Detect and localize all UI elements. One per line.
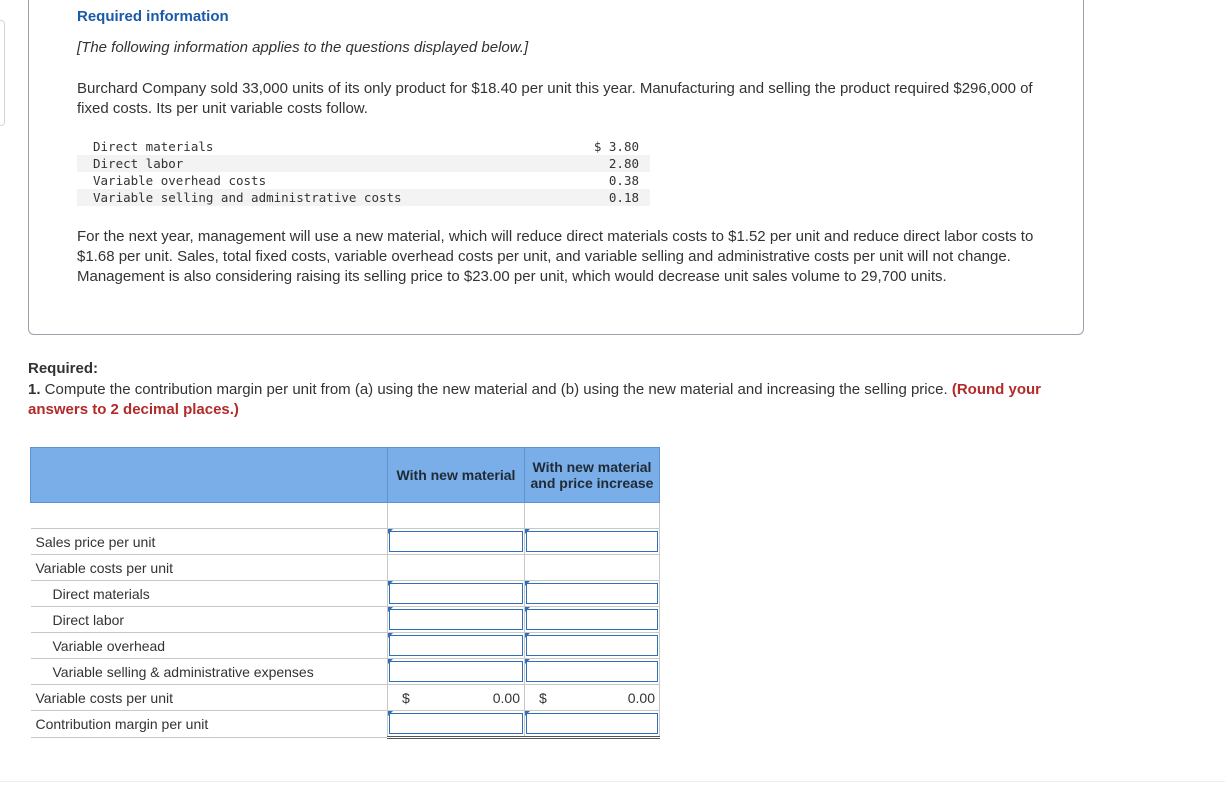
table-row [31, 711, 660, 738]
flag-icon [388, 607, 393, 612]
table-row [31, 581, 660, 607]
flag-icon [388, 581, 393, 586]
dollar-sign: $ [402, 690, 410, 706]
header-with-new-material: With new material [388, 448, 525, 503]
sales-price-c2-input[interactable] [526, 531, 658, 552]
flag-icon [525, 659, 530, 664]
rounding-hint: (Round your answers to 2 decimal places.) [28, 381, 1041, 418]
dm-c2-cell[interactable] [525, 581, 660, 607]
answer-table [30, 447, 660, 739]
variable-costs-total-c1 [388, 685, 525, 711]
cost-value: 2.80 [608, 156, 639, 171]
question-body: Compute the contribution margin per unit from (a) using the new material and (b) using the new material and increasing the selling price. [40, 381, 952, 398]
table-row [31, 685, 660, 711]
direct-materials-c2-input[interactable] [526, 583, 658, 604]
contribution-margin-c1-input[interactable] [389, 713, 523, 734]
cost-label: Direct materials [93, 139, 214, 154]
required-heading: Required: [28, 360, 99, 377]
variable-overhead-c1-input[interactable] [389, 635, 523, 656]
cost-row [77, 155, 650, 172]
cost-label: Direct labor [93, 156, 184, 171]
row-label: Direct materials [31, 581, 388, 607]
row-label: Sales price per unit [31, 529, 388, 555]
variable-selling-c2-input[interactable] [526, 661, 658, 682]
cost-label: Variable selling and administrative costs [93, 190, 402, 205]
total-value: 0.00 [627, 690, 655, 706]
header-with-price-increase: With new material and price increase [525, 448, 660, 503]
row-label: Direct labor [31, 607, 388, 633]
sales-price-c2-cell[interactable] [525, 529, 660, 555]
variable-selling-c1-input[interactable] [389, 661, 523, 682]
cm-c2-cell[interactable] [525, 711, 660, 738]
side-tab [0, 20, 5, 126]
vo-c2-cell[interactable] [525, 633, 660, 659]
vs-c1-cell[interactable] [388, 659, 525, 685]
direct-labor-c1-input[interactable] [389, 609, 523, 630]
spacer-row [31, 503, 660, 529]
cost-row [77, 189, 650, 206]
cost-row [77, 172, 650, 189]
flag-icon [388, 711, 393, 716]
vs-c2-cell[interactable] [525, 659, 660, 685]
question-number: 1. [28, 381, 41, 398]
table-row [31, 607, 660, 633]
row-label: Variable selling & administrative expenses [31, 659, 388, 685]
flag-icon [388, 529, 393, 534]
direct-labor-c2-input[interactable] [526, 609, 658, 630]
row-label: Contribution margin per unit [31, 711, 388, 738]
row-label: Variable costs per unit [31, 555, 388, 581]
question-text [28, 380, 1078, 420]
cost-value: 0.18 [608, 190, 639, 205]
dl-c2-cell[interactable] [525, 607, 660, 633]
cost-label: Variable overhead costs [93, 173, 267, 188]
header-blank [31, 448, 388, 503]
variable-costs-total-c2 [525, 685, 660, 711]
table-row [31, 555, 660, 581]
required-information-title: Required information [77, 8, 229, 25]
flag-icon [525, 529, 530, 534]
flag-icon [525, 711, 530, 716]
direct-materials-c1-input[interactable] [389, 583, 523, 604]
variable-cost-table [77, 138, 650, 206]
row-label: Variable costs per unit [31, 685, 388, 711]
scenario-paragraph: Burchard Company sold 33,000 units of its only product for $18.40 per unit this year. Manufacturing and selling the product required $296,000 of fixed costs. Its per unit variable costs follow. [77, 80, 1033, 117]
flag-icon [388, 633, 393, 638]
flag-icon [525, 633, 530, 638]
cost-value: 0.38 [608, 173, 639, 188]
dollar-sign: $ [539, 690, 547, 706]
flag-icon [525, 581, 530, 586]
total-value: 0.00 [492, 690, 520, 706]
contribution-margin-c2-input[interactable] [526, 713, 658, 734]
dm-c1-cell[interactable] [388, 581, 525, 607]
table-row [31, 633, 660, 659]
applies-note: [The following information applies to the questions displayed below.] [77, 39, 529, 56]
next-year-paragraph: For the next year, management will use a new material, which will reduce direct materials costs to $1.52 per unit and reduce direct labor costs to $1.68 per unit. Sales, total fixed costs, variable overhead costs per unit, and variable selling and administrative costs per unit will not change. Management is also considering raising its selling price to $23.00 per unit, which would decrease unit sales volume to 29,700 units. [77, 228, 1034, 285]
variable-overhead-c2-input[interactable] [526, 635, 658, 656]
cost-value: $ 3.80 [593, 139, 639, 154]
flag-icon [525, 607, 530, 612]
sales-price-c1-cell[interactable] [388, 529, 525, 555]
row-label: Variable overhead [31, 633, 388, 659]
table-row [31, 659, 660, 685]
bottom-divider [0, 781, 1225, 782]
dl-c1-cell[interactable] [388, 607, 525, 633]
cm-c1-cell[interactable] [388, 711, 525, 738]
header-row [31, 448, 660, 503]
table-row [31, 529, 660, 555]
sales-price-c1-input[interactable] [389, 531, 523, 552]
flag-icon [388, 659, 393, 664]
vo-c1-cell[interactable] [388, 633, 525, 659]
cost-row [77, 138, 650, 155]
